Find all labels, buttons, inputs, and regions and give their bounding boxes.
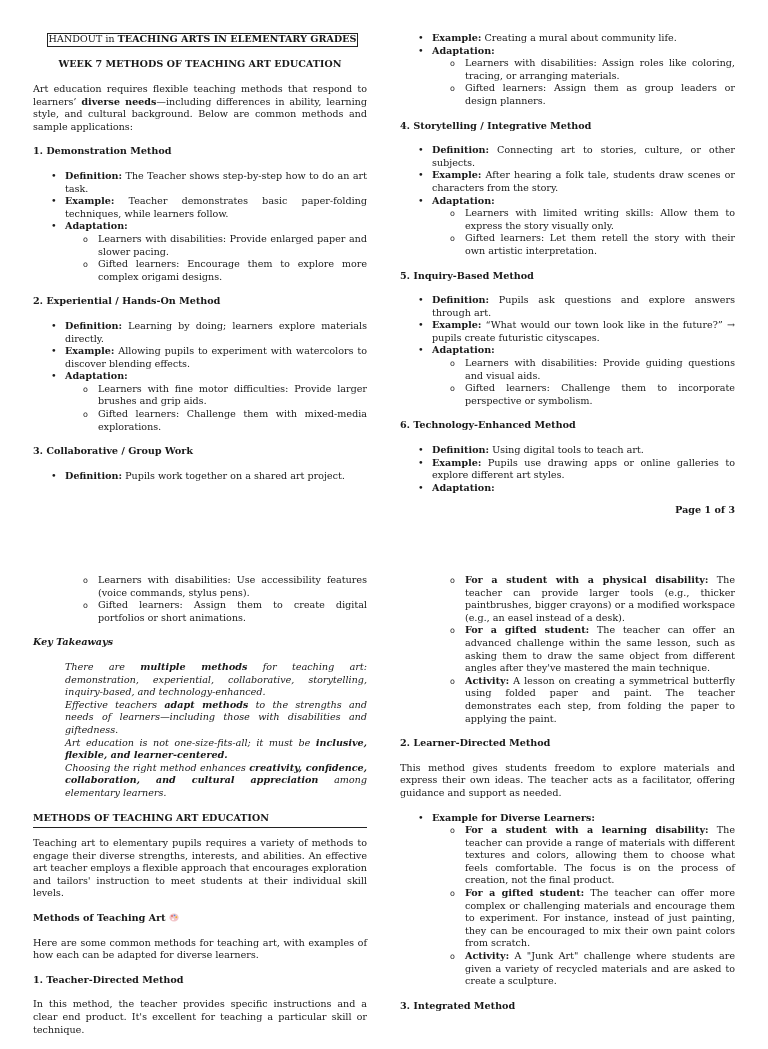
art-palette-icon — [169, 913, 179, 922]
takeaway-1: There are multiple methods for teaching art: demonstration, experiential, collaborative, storytelling, inquiry-based, and technology-enhanced. — [65, 661, 367, 699]
method1-example: • Example: Teacher demonstrates basic paper-folding techniques, while learners follow. — [65, 196, 367, 221]
method4-definition: • Definition: Connecting art to stories, culture, or other subjects. — [432, 145, 735, 170]
page1-right-column — [400, 33, 735, 507]
page2-left-column — [33, 575, 367, 1049]
method5-adapt-1: o Learners with disabilities: Provide guiding questions and visual aids. — [465, 358, 735, 383]
takeaway-4: Choosing the right method enhances creativity, confidence, collaboration, and cultural appreciation among elementary learners. — [65, 762, 368, 799]
method3-list — [33, 471, 367, 484]
method6-adaptation-sublist — [65, 575, 367, 625]
section2-heading: METHODS OF TEACHING ART EDUCATION — [33, 813, 367, 829]
method1-adapt-2: o Gifted learners: Encourage them to explore more complex origami designs. — [98, 259, 367, 284]
key-takeaways-list — [33, 662, 367, 801]
method2-example: • Example: Allowing pupils to experiment with watercolors to discover blending effects. — [65, 346, 367, 371]
method3-adapt-2: o Gifted learners: Assign them as group leaders or design planners. — [465, 83, 735, 108]
method4-adapt-2: o Gifted learners: Let them retell the story with their own artistic interpretation. — [465, 233, 735, 258]
page-2 — [0, 530, 768, 1036]
method2-list — [33, 321, 367, 434]
method2-adaptation: • Adaptation: o Learners with fine motor difficulties: Provide larger brushes and grip aids. o Gifted learners: Challenge them with mixed-media explorations. — [65, 371, 367, 434]
page-number: Page 1 of 3 — [675, 505, 735, 516]
method6-adaptation: • Adaptation: — [432, 483, 735, 496]
page2-right-column — [400, 575, 735, 1025]
method3-heading: 3. Collaborative / Group Work — [33, 446, 193, 458]
method6-adapt-2: o Gifted learners: Assign them to create digital portfolios or short animations. — [98, 600, 367, 625]
ld-gifted: o For a gifted student: The teacher can offer more complex or challenging materials and encourage them to experiment. For instance, instead of just painting, they can be encouraged to mix their own paint colors from scratch. — [465, 888, 735, 951]
method6-heading: 6. Technology-Enhanced Method — [400, 420, 576, 432]
method6-example: • Example: Pupils use drawing apps or online galleries to explore different art styles. — [432, 458, 735, 483]
week-title: WEEK 7 METHODS OF TEACHING ART EDUCATION — [58, 59, 342, 70]
method5-adaptation: • Adaptation: o Learners with disabilities: Provide guiding questions and visual aids. o Gifted learners: Challenge them to incorporate perspective or symbolism. — [432, 345, 735, 408]
method4-heading: 4. Storytelling / Integrative Method — [400, 120, 592, 132]
method5-example: • Example: “What would our town look like in the future?” → pupils create futuristic cityscapes. — [432, 320, 735, 345]
method6-definition: • Definition: Using digital tools to teach art. — [432, 445, 735, 458]
section2-intro: Teaching art to elementary pupils requires a variety of methods to engage their diverse strengths, interests, and abilities. An effective art teacher employs a flexible approach that encourages exploration and tailors' instruction to meet students at their individual skill levels. — [33, 838, 367, 900]
method5-list — [400, 295, 735, 408]
method1-definition: • Definition: The Teacher shows step-by-step how to do an art task. — [65, 171, 367, 196]
method3-adaptation: • Adaptation: o Learners with disabilities: Assign roles like coloring, tracing, or arranging materials. o Gifted learners: Assign them as group leaders or design planners. — [432, 46, 735, 109]
learner-directed-heading: 2. Learner-Directed Method — [400, 738, 551, 750]
method3-definition: • Definition: Pupils work together on a shared art project. — [65, 471, 367, 484]
method1-adaptation: • Adaptation: o Learners with disabilities: Provide enlarged paper and slower pacing. o Gifted learners: Encourage them to explore more complex origami designs. — [65, 221, 367, 284]
learner-directed-text: This method gives students freedom to explore materials and express their own ideas. The teacher acts as a facilitator, offering guidance and support as needed. — [400, 762, 735, 799]
method4-adapt-1: o Learners with limited writing skills: Allow them to express the story visually only. — [465, 208, 735, 233]
learner-directed-list — [400, 813, 735, 989]
method6-list — [400, 445, 735, 495]
td-physical-disability: o For a student with a physical disability: The teacher can provide larger tools (e.g., thicker paintbrushes, bigger crayons) or a modified workspace (e.g., an easel instead of a desk). — [465, 575, 735, 625]
method2-adapt-2: o Gifted learners: Challenge them with mixed-media explorations. — [98, 409, 367, 434]
method5-definition: • Definition: Pupils ask questions and explore answers through art. — [432, 295, 735, 320]
method4-example: • Example: After hearing a folk tale, students draw scenes or characters from the story. — [432, 170, 735, 195]
intro-paragraph: Art education requires flexible teaching methods that respond to learners’ diverse needs—including differences in ability, learning style, and cultural background. Below are common methods and sample applications: — [33, 84, 367, 133]
method2-heading: 2. Experiential / Hands-On Method — [33, 296, 221, 308]
methods-intro: Here are some common methods for teaching art, with examples of how each can be adapted for diverse learners. — [33, 937, 367, 962]
key-takeaways-heading: Key Takeaways — [33, 637, 114, 649]
handout-title: TEACHING ARTS IN ELEMENTARY GRADES — [117, 34, 357, 45]
method1-adapt-1: o Learners with disabilities: Provide enlarged paper and slower pacing. — [98, 234, 367, 259]
handout-prefix: HANDOUT in — [48, 34, 118, 45]
ld-example-label: • Example for Diverse Learners: o For a student with a learning disability: The teacher can provide a range of materials with different textures and colors, allowing them to choose what feels comfortable. The focus is on the process of creation, not the final product. o For a gifted student: The teacher can offer more complex or challenging materials and encourage them to experiment. For instance, instead of just painting, they can be encouraged to mix their own paint colors from scratch. o Activity: A "Junk Art" challenge where students are given a variety of recycled materials and are asked to create a sculpture. — [432, 813, 735, 989]
takeaway-2: Effective teachers adapt methods to the strengths and needs of learners—including those with disabilities and giftedness. — [65, 699, 367, 736]
method2-definition: • Definition: Learning by doing; learners explore materials directly. — [65, 321, 367, 346]
method4-list — [400, 145, 735, 258]
td-gifted: o For a gifted student: The teacher can offer an advanced challenge within the same lesson, such as asking them to draw the same object from different angles after they've mastered the main technique. — [465, 625, 735, 675]
teacher-directed-sublist-wrap — [432, 575, 735, 726]
method5-heading: 5. Inquiry-Based Method — [400, 270, 534, 282]
integrated-method-heading: 3. Integrated Method — [400, 1000, 516, 1012]
method3-adapt-1: o Learners with disabilities: Assign roles like coloring, tracing, or arranging materials. — [465, 58, 735, 83]
method6-adaptation-cont — [33, 575, 367, 625]
method5-adapt-2: o Gifted learners: Challenge them to incorporate perspective or symbolism. — [465, 383, 735, 408]
method3-example: • Example: Creating a mural about community life. — [432, 33, 735, 46]
page1-left-column — [33, 84, 367, 495]
teacher-directed-text: In this method, the teacher provides specific instructions and a clear end product. It's excellent for teaching a particular skill or technique. — [33, 999, 367, 1036]
method3-list-cont — [400, 33, 735, 109]
teacher-directed-heading: 1. Teacher-Directed Method — [33, 974, 184, 986]
td-activity: o Activity: A lesson on creating a symmetrical butterfly using folded paper and paint. The teacher demonstrates each step, from folding the paper to applying the paint. — [465, 676, 735, 726]
method6-adapt-1: o Learners with disabilities: Use accessibility features (voice commands, stylus pens). — [98, 575, 367, 600]
takeaway-3: Art education is not one-size-fits-all; it must be inclusive, flexible, and learner-centered. — [65, 737, 367, 762]
ld-learning-disability: o For a student with a learning disability: The teacher can provide a range of materials with different textures and colors, allowing them to choose what feels comfortable. The focus is on the process of creation, not the final product. — [465, 825, 735, 888]
method2-adapt-1: o Learners with fine motor difficulties: Provide larger brushes and grip aids. — [98, 384, 367, 409]
method1-list — [33, 171, 367, 284]
method1-heading: 1. Demonstration Method — [33, 146, 172, 158]
method4-adaptation: • Adaptation: o Learners with limited writing skills: Allow them to express the story visually only. o Gifted learners: Let them retell the story with their own artistic interpretation. — [432, 196, 735, 259]
methods-heading: Methods of Teaching Art — [33, 913, 367, 926]
teacher-directed-examples — [400, 575, 735, 726]
ld-activity: o Activity: A "Junk Art" challenge where students are given a variety of recycled materials and are asked to create a sculpture. — [465, 951, 735, 989]
handout-header-box — [47, 33, 358, 47]
